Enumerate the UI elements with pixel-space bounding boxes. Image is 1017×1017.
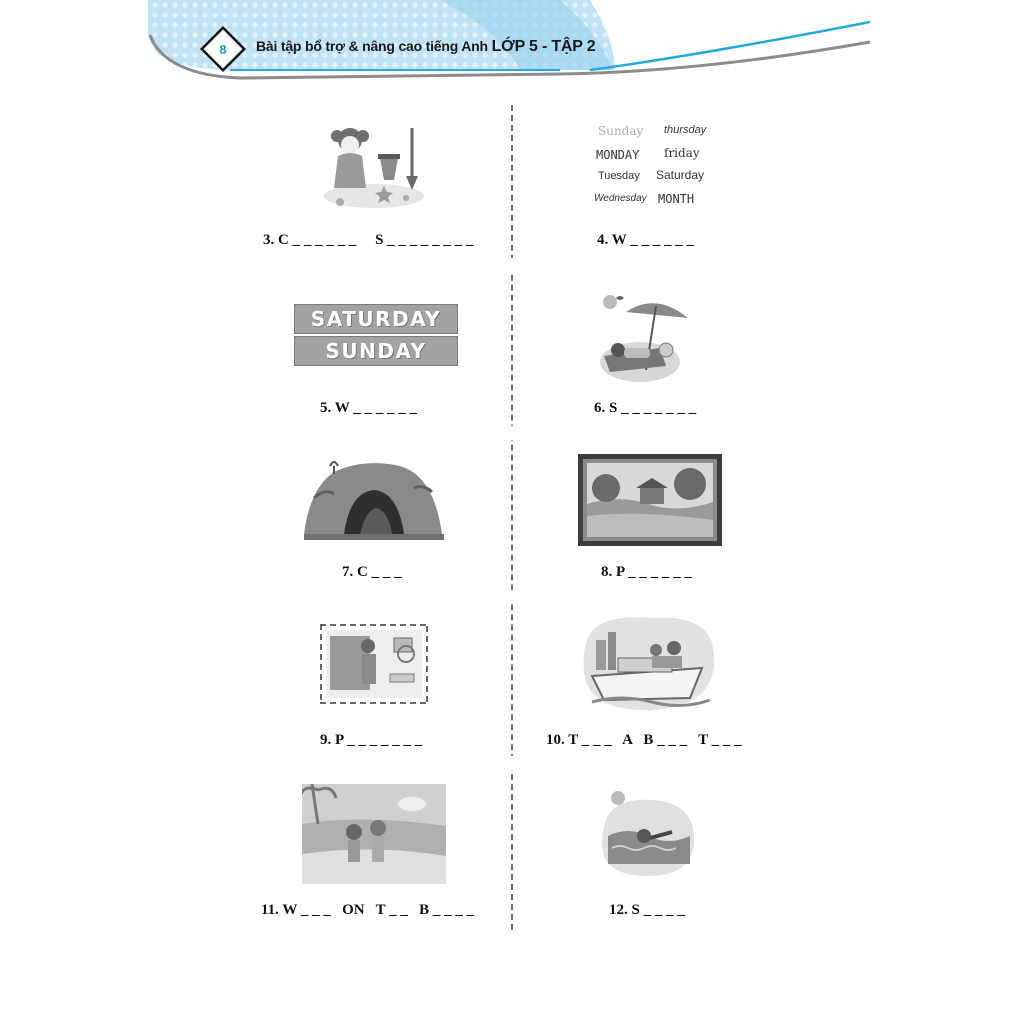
girl-sandcastle-image (320, 118, 428, 210)
cave-image (304, 458, 444, 540)
page-title (256, 38, 595, 56)
question-label-10: 10. T _ _ _ A B _ _ _ T _ _ _ (546, 732, 742, 748)
postcard-image (320, 624, 428, 704)
title-text: Bài tập bổ trợ & nâng cao tiếng Anh (256, 38, 492, 54)
word-tuesday: Tuesday (598, 170, 640, 182)
word-monday: MONDAY (596, 148, 640, 162)
question-label-3: 3. C _ _ _ _ _ _ S _ _ _ _ _ _ _ _ (263, 232, 474, 248)
question-label-6: 6. S _ _ _ _ _ _ _ (594, 400, 697, 416)
question-label-4: 4. W _ _ _ _ _ _ (597, 232, 694, 248)
divider-gap (511, 756, 515, 770)
divider-gap (511, 590, 515, 604)
banner-saturday: SATURDAY (294, 304, 458, 334)
walk-on-beach-image (302, 784, 446, 884)
painting-image (578, 454, 722, 546)
banner-sunday: SUNDAY (294, 336, 458, 366)
word-wednesday: Wednesday (594, 193, 647, 204)
days-words-image (594, 120, 716, 212)
word-month: MONTH (658, 192, 695, 206)
word-sunday: Sunday (598, 124, 644, 138)
page-number: 8 (219, 41, 227, 57)
title-grade: LỚP 5 - TẬP 2 (491, 38, 596, 55)
weekend-banner-image (294, 304, 458, 366)
word-thursday: thursday (664, 124, 707, 136)
divider-gap (511, 258, 515, 272)
question-label-8: 8. P _ _ _ _ _ _ (601, 564, 692, 580)
swimming-image (598, 786, 698, 882)
word-saturday: Saturday (656, 168, 705, 182)
question-label-5: 5. W _ _ _ _ _ _ (320, 400, 417, 416)
divider-gap (511, 426, 515, 440)
question-label-9: 9. P _ _ _ _ _ _ _ (320, 732, 423, 748)
sunbathing-image (596, 292, 696, 384)
column-divider (511, 105, 513, 930)
boat-trip-image (582, 614, 718, 714)
question-label-12: 12. S _ _ _ _ (609, 902, 685, 918)
question-label-11: 11. W _ _ _ ON T _ _ B _ _ _ _ (261, 902, 475, 918)
word-friday: friday (664, 146, 700, 160)
page-header (0, 0, 1017, 95)
question-label-7: 7. C _ _ _ (342, 564, 402, 580)
